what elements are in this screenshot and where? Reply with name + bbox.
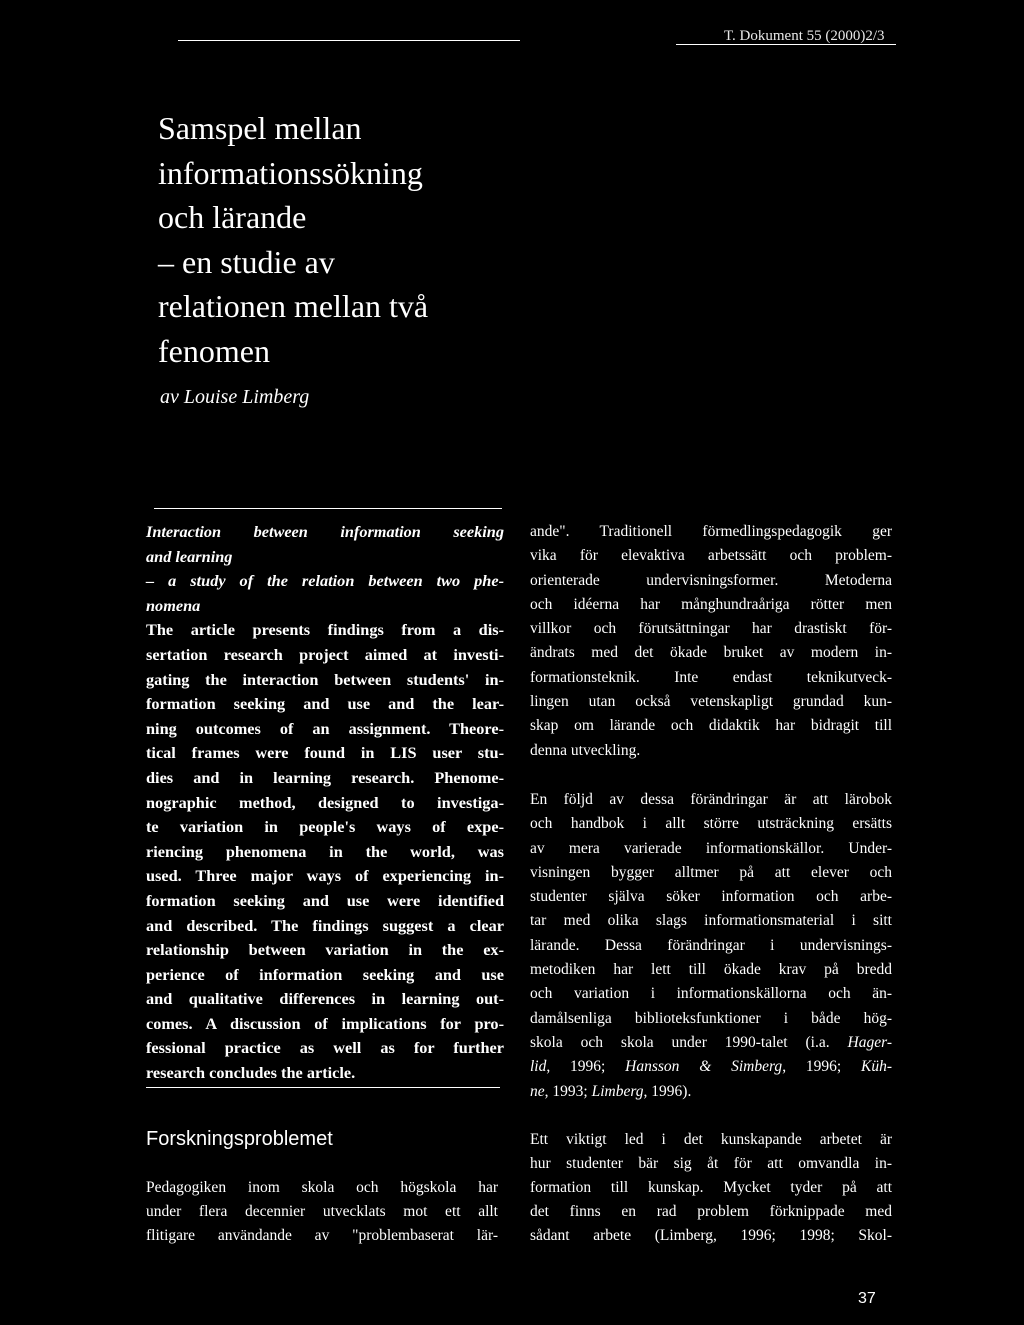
body-line: och variation i informationskällorna och än- [530, 985, 892, 1003]
title-line: – en studie av [158, 243, 335, 280]
abstract-line: gating the interaction between students' in- [146, 669, 504, 689]
citation-name: Limberg [591, 1082, 644, 1100]
body-line: vika för elevaktiva arbetssätt och problem- [530, 547, 892, 565]
title-line: och lärande [158, 199, 307, 235]
body-line: ande". Traditionell förmedlingspedagogik ger [530, 523, 892, 540]
abstract-line: sertation research project aimed at investi- [146, 644, 504, 664]
body-line: studenter själva söker information och arbe- [530, 888, 892, 906]
title-line: informationssökning [158, 154, 423, 191]
body-line: och handbok i allt större utsträckning ersätts [530, 815, 892, 833]
body-text: skola och skola under 1990-talet (i.a. [530, 1033, 830, 1051]
abstract-title-line: nomena [146, 595, 201, 615]
left-column-body [146, 1176, 498, 1248]
body-line-with-ref [530, 1080, 892, 1104]
body-line: villkor och förutsättningar har drastiskt för- [530, 620, 892, 638]
body-line: under flera decennier utvecklats mot ett allt [146, 1203, 498, 1220]
abstract-line: te variation in people's ways of expe- [146, 817, 504, 837]
abstract-line: relationship between variation in the ex- [146, 940, 504, 960]
abstract-bottom-rule [146, 1087, 500, 1088]
body-line: Pedagogiken inom skola och högskola har [146, 1179, 498, 1196]
abstract-line: and qualitative differences in learning out- [146, 989, 504, 1009]
abstract-title-line: Interaction between information seeking [146, 522, 504, 541]
citation-year: , 1996). [643, 1082, 692, 1100]
article-title [158, 106, 538, 373]
body-line: tar med olika slags informationsmaterial i sitt [530, 912, 892, 930]
body-line: denna utveckling. [530, 741, 641, 759]
section-heading: Forskningsproblemet [146, 1128, 333, 1150]
citation-year: , 1996; [782, 1058, 861, 1076]
abstract-title-line: and learning [146, 546, 233, 566]
citation-name: ne [530, 1082, 545, 1100]
citation-year: , 1993; [544, 1082, 592, 1100]
body-line: orienterade undervisningsformer. Metoderna [530, 571, 892, 589]
abstract-line: dies and in learning research. Phenome- [146, 767, 504, 787]
abstract-line: riencing phenomena in the world, was [146, 841, 504, 861]
right-paragraph-1 [530, 520, 892, 763]
citation-name: Hager- [847, 1033, 893, 1051]
body-line: formationsteknik. Inte endast teknikutveck- [530, 668, 892, 686]
abstract-line: tical frames were found in LIS user stu- [146, 743, 504, 763]
body-line: Ett viktigt led i det kunskapande arbetet är [530, 1131, 892, 1148]
body-line: lingen utan också vetenskapligt grundad kun- [530, 693, 892, 711]
article-author: av Louise Limberg [160, 386, 310, 408]
abstract-line: The article presents findings from a dis- [146, 620, 504, 640]
right-paragraph-3 [530, 1128, 892, 1248]
body-line: lärande. Dessa förändringar i undervisnings- [530, 936, 892, 954]
body-line: damålsenliga biblioteksfunktioner i både hög- [530, 1009, 892, 1027]
title-line: fenomen [158, 332, 270, 369]
abstract-line: formation seeking and use were identified [146, 890, 504, 910]
body-line: formation till kunskap. Mycket tyder på att [530, 1179, 892, 1196]
body-line: av mera varierade informationskällor. Under- [530, 839, 892, 857]
journal-header: T. Dokument 55 (2000)2/3 [724, 28, 885, 44]
body-line: och idéerna har månghundraåriga rötter men [530, 595, 892, 613]
body-line: flitigare användande av "problembaserat lär- [146, 1227, 498, 1244]
title-line: Samspel mellan [158, 110, 362, 146]
citation-name: Küh- [860, 1058, 892, 1076]
abstract-top-rule [154, 508, 502, 509]
body-line: det finns en rad problem förknippade med [530, 1203, 892, 1220]
citation-name: Hansson & Simberg [625, 1058, 783, 1076]
right-paragraph-2 [530, 788, 892, 1104]
body-line: En följd av dessa förändringar är att lärobok [530, 791, 892, 808]
abstract-line: research concludes the article. [146, 1063, 356, 1083]
abstract-title-line: – a study of the relation between two phe- [146, 571, 504, 591]
citation-year: , 1996; [546, 1058, 626, 1076]
title-line: relationen mellan två [158, 288, 429, 324]
page-number: 37 [858, 1290, 876, 1307]
body-line: skap om lärande och didaktik har bidragit till [530, 717, 892, 735]
body-line-with-ref [530, 1031, 892, 1055]
abstract-line: perience of information seeking and use [146, 964, 504, 984]
citation-name: lid [530, 1058, 547, 1076]
abstract-line: nographic method, designed to investiga- [146, 792, 504, 812]
body-line: visningen bygger alltmer på att elever och [530, 863, 892, 881]
abstract-line: ning outcomes of an assignment. Theore- [146, 718, 504, 738]
abstract-line: fessional practice as well as for further [146, 1038, 504, 1058]
body-line: metodiken har lett till ökade krav på bredd [530, 961, 892, 979]
body-line: ändrats med det ökade bruket av modern in- [530, 644, 892, 662]
abstract-line: used. Three major ways of experiencing in- [146, 866, 504, 886]
english-abstract [146, 520, 504, 1086]
abstract-line: and described. The findings suggest a clear [146, 915, 504, 935]
abstract-line: formation seeking and use and the lear- [146, 694, 504, 714]
body-line-with-ref [530, 1055, 892, 1079]
abstract-line: comes. A discussion of implications for pro- [146, 1013, 504, 1033]
header-rule-left [178, 40, 520, 41]
body-line: sådant arbete (Limberg, 1996; 1998; Skol- [530, 1227, 892, 1244]
body-line: hur studenter bär sig åt för att omvandla in- [530, 1155, 892, 1172]
